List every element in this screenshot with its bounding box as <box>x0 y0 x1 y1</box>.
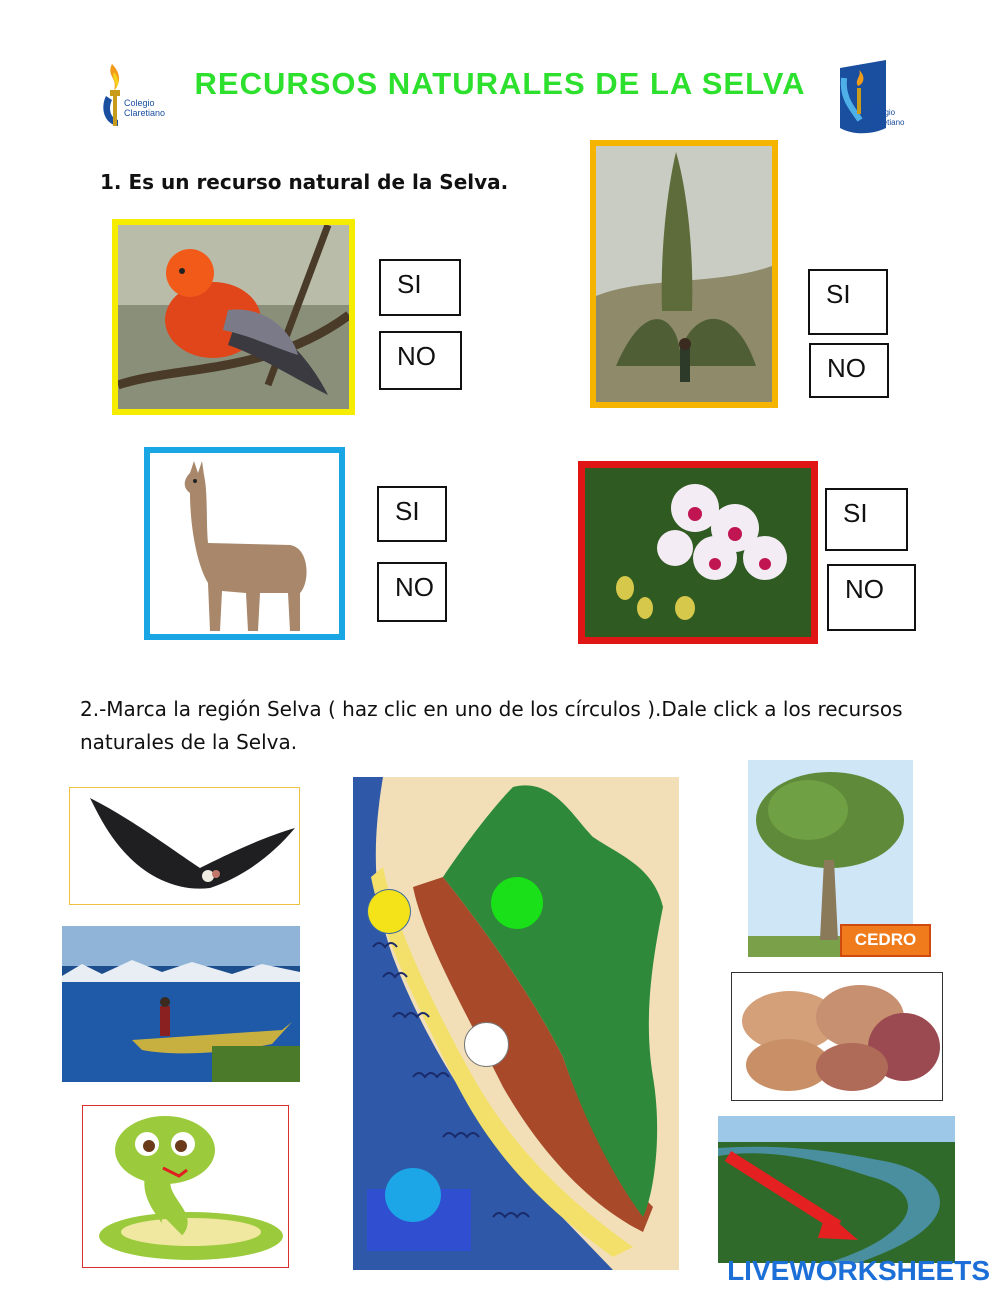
item2-yes-button[interactable]: SI <box>808 269 888 335</box>
amazon-river-thumbnail[interactable] <box>718 1116 955 1263</box>
potato-thumbnail[interactable] <box>731 972 943 1101</box>
item4-yes-button[interactable]: SI <box>825 488 908 551</box>
potato-image <box>732 973 942 1100</box>
lake-boat-image <box>62 926 300 1082</box>
item1-yes-button[interactable]: SI <box>379 259 461 316</box>
map-circle-costa[interactable] <box>367 889 411 934</box>
item2-no-button[interactable]: NO <box>809 343 889 398</box>
amazon-river-image <box>718 1116 955 1263</box>
cock-of-the-rock-image <box>118 225 349 409</box>
map-circle-selva[interactable] <box>491 877 543 929</box>
photo-frame-bird <box>112 219 355 415</box>
llama-image <box>150 453 339 634</box>
item3-no-button[interactable]: NO <box>377 562 447 622</box>
photo-frame-llama <box>144 447 345 640</box>
liveworksheets-brand: LIVEWORKSHEETS <box>727 1255 990 1286</box>
map-circle-mar[interactable] <box>385 1168 441 1222</box>
item1-no-button[interactable]: NO <box>379 331 462 390</box>
item3-yes-button[interactable]: SI <box>377 486 447 542</box>
logo-right-text: Colegio Claretiano <box>868 108 905 127</box>
logo-right <box>834 58 914 140</box>
photo-frame-puya <box>590 140 778 408</box>
question-1-prompt: 1. Es un recurso natural de la Selva. <box>100 170 509 194</box>
puya-raimondi-image <box>596 146 772 402</box>
item4-no-button[interactable]: NO <box>827 564 916 631</box>
question-2-prompt: 2.-Marca la región Selva ( haz clic en uno de los círculos ).Dale click a los recursos naturales de la Selva. <box>80 697 903 754</box>
logo-left-text: Colegio Claretiano <box>124 98 166 118</box>
photo-frame-orchid <box>578 461 818 644</box>
map-circle-sierra[interactable] <box>464 1022 509 1067</box>
lake-titicaca-thumbnail[interactable] <box>62 926 300 1082</box>
snake-image <box>83 1106 288 1267</box>
condor-image <box>70 788 299 904</box>
cedro-label: CEDRO <box>840 924 931 957</box>
condor-thumbnail[interactable] <box>69 787 300 905</box>
orchid-image <box>585 468 811 637</box>
snake-thumbnail[interactable] <box>82 1105 289 1268</box>
page-title: RECURSOS NATURALES DE LA SELVA <box>194 66 806 101</box>
